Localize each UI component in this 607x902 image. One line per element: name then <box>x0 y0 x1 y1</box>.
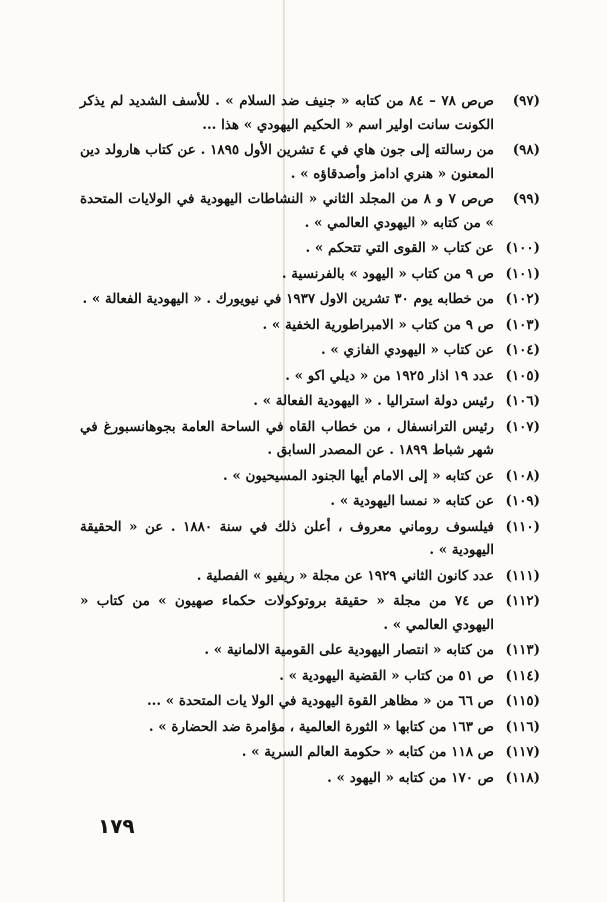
footnote-item <box>80 741 540 765</box>
footnote-text: ص‌ص ٧ و ٨ من المجلد الثاني « النشاطات اليهودية في الولايات المتحدة » من كتابه « اليهودي العالمي » . <box>80 191 494 231</box>
footnote-number: (١١٦) <box>505 718 540 735</box>
footnote-item <box>80 139 540 186</box>
footnote-number: (١١٨) <box>505 769 540 786</box>
footnote-number: (١١٥) <box>505 693 540 709</box>
footnote-text: عدد كانون الثاني ١٩٢٩ عن مجلة « ريفيو » الفصلية . <box>196 567 494 584</box>
footnote-item <box>80 716 540 740</box>
footnote-text: ص ١١٨ من كتابه « حكومة العالم السرية » . <box>241 744 494 760</box>
footnote-number: (٩٧) <box>512 93 540 109</box>
footnote-item <box>80 339 540 363</box>
footnote-number: (١٠٦) <box>505 393 540 409</box>
footnote-text: ص ٧٤ من مجلة « حقيقة بروتوكولات حكماء صهيون » من كتاب « اليهودي العالمي » . <box>80 593 494 633</box>
footnote-text: من خطابه يوم ٣٠ تشرين الاول ١٩٣٧ في نيويورك . « اليهودية الفعالة » . <box>82 291 494 307</box>
footnote-text: عدد ١٩ اذار ١٩٢٥ من « ديلي اكو » . <box>285 367 494 384</box>
footnote-number: (١١٧) <box>505 744 540 760</box>
footnote-number: (١٠١) <box>505 265 540 282</box>
footnote-item <box>80 639 540 663</box>
footnote-item <box>80 288 540 312</box>
footnote-number: (١١١) <box>505 567 540 584</box>
footnote-number: (١٠٢) <box>505 291 540 307</box>
footnote-item <box>80 188 540 235</box>
footnote-number: (٩٨) <box>512 142 540 158</box>
footnote-number: (١١٢) <box>505 593 540 609</box>
footnote-item <box>80 565 540 589</box>
footnote-item <box>80 416 540 463</box>
footnote-item <box>80 314 540 338</box>
page-number: ١٧٩ <box>98 814 135 838</box>
footnote-number: (١١٤) <box>505 667 540 684</box>
footnote-number: (١٠٩) <box>505 493 540 509</box>
footnote-text: عن كتاب « اليهودي الفازي » . <box>320 342 494 358</box>
footnote-item <box>80 365 540 389</box>
footnote-item <box>80 263 540 287</box>
footnote-item <box>80 690 540 714</box>
footnote-item <box>80 516 540 563</box>
footnote-text: من رسالته إلى جون هاي في ٤ تشرين الأول ١٨٩٥ . عن كتاب هارولد دين المعنون « هنري ادامز وأصدقاؤه » . <box>80 142 494 182</box>
footnote-text: عن كتاب « القوى التي تتحكم » . <box>305 240 494 256</box>
footnote-number: (١١٠) <box>505 518 540 535</box>
footnote-text: ص ٦٦ من « مظاهر القوة اليهودية في الولا يات المتحدة » ... <box>146 693 494 709</box>
footnote-item <box>80 490 540 514</box>
footnote-number: (١٠٧) <box>505 418 540 435</box>
footnote-item <box>80 590 540 637</box>
footnote-item <box>80 237 540 261</box>
footnote-text: عن كتابه « إلى الامام أيها الجنود المسيحيون » . <box>222 467 494 484</box>
footnote-number: (١١٣) <box>505 642 540 658</box>
footnote-text: فيلسوف روماني معروف ، أعلن ذلك في سنة ١٨٨٠ . عن « الحقيقة اليهودية » . <box>80 518 494 558</box>
footnote-text: ص‌ص ٧٨ – ٨٤ من كتابه « جنيف ضد السلام » . للأسف الشديد لم يذكر الكونت سانت اولير اسم « الحكيم اليهودي » هذا ... <box>80 93 494 133</box>
footnote-number: (١٠٤) <box>505 342 540 358</box>
footnote-item <box>80 390 540 414</box>
footnote-text: ص ١٦٣ من كتابها « الثورة العالمية ، مؤامرة ضد الحضارة » . <box>148 718 494 735</box>
footnote-text: عن كتابه « نمسا اليهودية » . <box>330 493 494 509</box>
footnote-item <box>80 90 540 137</box>
footnote-text: رئيس الترانسفال ، من خطاب القاه في الساحة العامة بجوهانسبورغ في شهر شباط ١٨٩٩ . عن المصدر السابق . <box>80 418 494 458</box>
footnote-number: (٩٩) <box>512 191 540 207</box>
footnote-text: ص ٩ من كتاب « الامبراطورية الخفية » . <box>262 316 494 333</box>
footnote-text: ص ٩ من كتاب « اليهود » بالفرنسية . <box>281 265 494 282</box>
footnote-number: (١٠٠) <box>505 240 540 256</box>
footnote-number: (١٠٣) <box>505 316 540 333</box>
footnote-text: ص ٥١ من كتاب « القضية اليهودية » . <box>279 667 494 684</box>
footnote-text: من كتابه « انتصار اليهودية على القومية الالمانية » . <box>204 642 494 658</box>
footnotes-list <box>80 90 540 792</box>
footnote-text: رئيس دولة استراليا . « اليهودية الفعالة » . <box>253 393 494 409</box>
footnote-number: (١٠٥) <box>505 367 540 384</box>
footnote-item <box>80 767 540 791</box>
footnote-number: (١٠٨) <box>505 467 540 484</box>
footnote-text: ص ١٧٠ من كتابه « اليهود » . <box>327 769 494 786</box>
footnote-item <box>80 665 540 689</box>
footnote-item <box>80 465 540 489</box>
